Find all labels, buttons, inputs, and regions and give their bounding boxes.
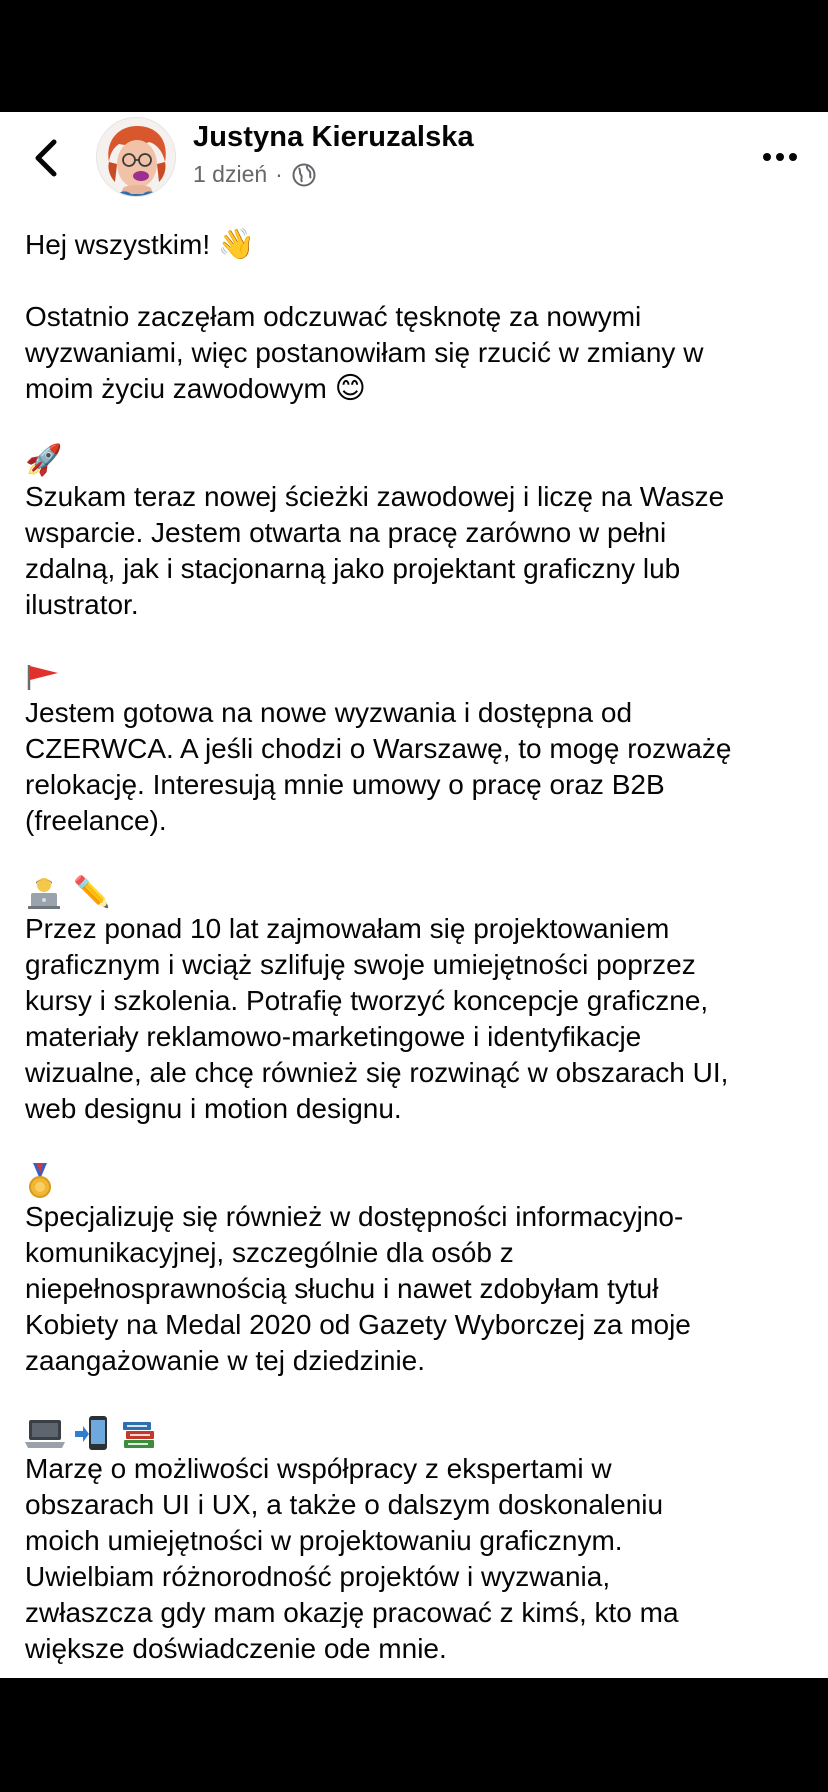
spacer	[25, 1379, 815, 1415]
books-icon	[121, 1416, 157, 1450]
avatar-illustration-icon	[97, 118, 176, 197]
spacer	[25, 407, 815, 443]
post-meta	[193, 161, 317, 188]
spacer	[25, 839, 815, 875]
paragraph-intro	[25, 299, 815, 407]
meta-separator: ·	[275, 161, 283, 187]
post-container	[0, 112, 828, 1678]
rocket-icon: 🚀	[25, 443, 63, 478]
emoji-row-devices	[25, 1415, 815, 1451]
avatar[interactable]	[96, 117, 176, 197]
technologist-icon	[25, 876, 63, 910]
smiling-face-icon: 😊	[334, 371, 366, 406]
paragraph-availability: Jestem gotowa na nowe wyzwania i dostępna od CZERWCA. A jeśli chodzi o Warszawę, to mogę rozważę relokację. Interesują mnie umowy o pracę oraz B2B (freelance).	[25, 697, 732, 836]
post-time[interactable]: 1 dzień	[193, 161, 268, 187]
home-indicator-area	[0, 1678, 828, 1792]
paragraph-intro-text: Ostatnio zaczęłam odczuwać tęsknotę za nowymi wyzwaniami, więc postanowiłam się rzucić w zmiany w moim życiu zawodowym	[25, 301, 704, 404]
waving-hand-icon: 👋	[217, 227, 256, 262]
greeting-text: Hej wszystkim!	[25, 229, 211, 260]
more-options-button[interactable]	[760, 142, 800, 172]
spacer	[25, 1127, 815, 1163]
globe-icon	[291, 162, 317, 188]
pencil-icon: ✏️	[73, 875, 111, 910]
emoji-row-rocket	[25, 443, 815, 479]
back-button[interactable]	[28, 136, 68, 180]
laptop-icon	[25, 1416, 65, 1450]
emoji-row-flag	[25, 659, 815, 695]
paragraph-aspirations: Marzę o możliwości współpracy z ekspertami w obszarach UI i UX, a także o dalszym doskonaleniu moich umiejętności w projektowaniu graficznym. Uwielbiam różnorodność projektów i wyzwania, zwłaszcza gdy mam okazję pracować z kimś, kto ma większe doświadczenie ode mnie.	[25, 1453, 679, 1664]
paragraph-accessibility: Specjalizuję się również w dostępności informacyjno- komunikacyjnej, szczególnie dla osób z niepełnosprawnością słuchu i nawet zdobyłam tytuł Kobiety na Medal 2020 od Gazety Wyborczej za moje zaangażowanie w tej dziedzinie.	[25, 1201, 691, 1376]
chevron-left-icon	[28, 136, 68, 180]
spacer	[25, 623, 815, 659]
status-bar-area	[0, 0, 828, 112]
red-flag-icon	[25, 662, 61, 692]
ellipsis-icon	[760, 142, 800, 172]
author-name[interactable]: Justyna Kieruzalska	[193, 121, 474, 153]
emoji-row-technologist	[25, 875, 815, 911]
paragraph-search: Szukam teraz nowej ścieżki zawodowej i liczę na Wasze wsparcie. Jestem otwarta na pracę zarówno w pełni zdalną, jak i stacjonarną jako projektant graficzny lub ilustrator.	[25, 481, 725, 620]
mobile-phone-arrow-icon	[75, 1415, 111, 1451]
post-header	[0, 112, 828, 212]
greeting-line	[25, 227, 815, 263]
paragraph-experience: Przez ponad 10 lat zajmowałam się projektowaniem graficznym i wciąż szlifuję swoje umiejętności poprzez kursy i szkolenia. Potrafię tworzyć koncepcje graficzne, materiały reklamowo-marketingowe i identyfikacje wizualne, ale chcę również się rozwinąć w obszarach UI, web designu i motion designu.	[25, 913, 729, 1124]
medal-icon	[25, 1163, 55, 1199]
spacer	[25, 263, 815, 299]
emoji-row-medal	[25, 1163, 815, 1199]
post-body	[25, 227, 815, 1667]
